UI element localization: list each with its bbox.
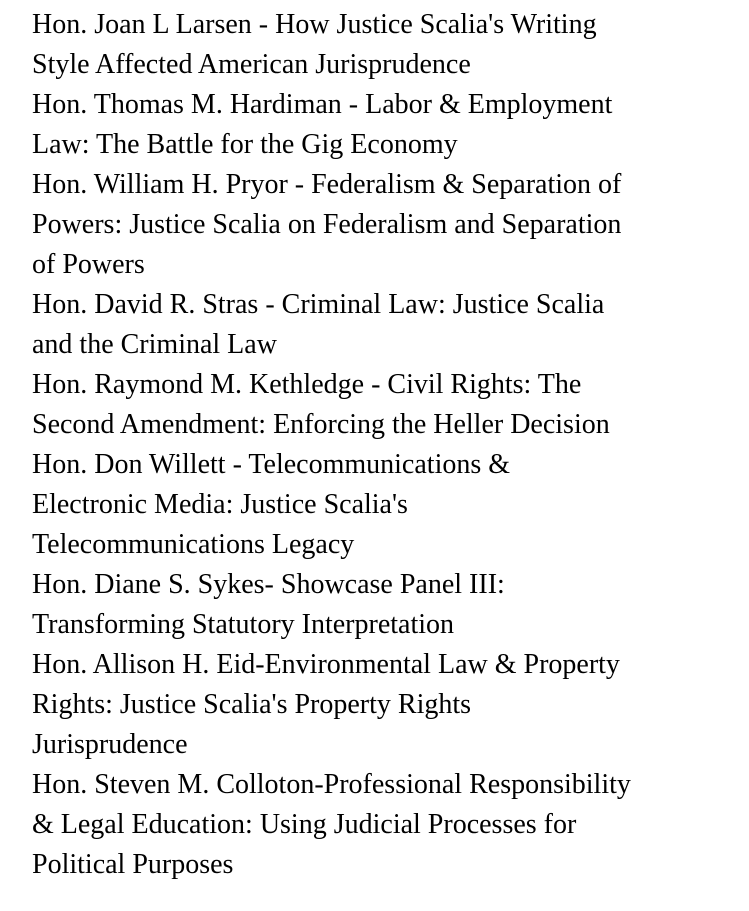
text-line: Hon. David R. Stras - Criminal Law: Justice Scalia [32, 289, 605, 320]
text-line: Transforming Statutory Interpretation [32, 609, 455, 640]
text-line: Hon. Allison H. Eid-Environmental Law & Property [32, 649, 620, 680]
text-line: Telecommunications Legacy [32, 529, 355, 560]
text-line: of Powers [32, 249, 145, 280]
text-line: and the Criminal Law [32, 329, 277, 360]
text-line: & Legal Education: Using Judicial Processes for [32, 809, 577, 840]
text-line: Hon. Steven M. Colloton-Professional Responsibility [32, 769, 631, 800]
text-line: Hon. Don Willett - Telecommunications & [32, 449, 511, 480]
document-text [32, 5, 742, 885]
text-line: Jurisprudence [32, 729, 188, 760]
text-line: Hon. Diane S. Sykes- Showcase Panel III: [32, 569, 505, 600]
text-line: Hon. Thomas M. Hardiman - Labor & Employment [32, 89, 613, 120]
text-line: Hon. Joan L Larsen - How Justice Scalia's Writing [32, 9, 597, 40]
text-line: Political Purposes [32, 849, 234, 880]
text-line: Style Affected American Jurisprudence [32, 49, 471, 80]
text-line: Rights: Justice Scalia's Property Rights [32, 689, 472, 720]
text-line: Second Amendment: Enforcing the Heller Decision [32, 409, 610, 440]
text-line: Law: The Battle for the Gig Economy [32, 129, 458, 160]
text-line: Hon. William H. Pryor - Federalism & Separation of [32, 169, 622, 200]
text-line: Powers: Justice Scalia on Federalism and Separation [32, 209, 622, 240]
text-line: Electronic Media: Justice Scalia's [32, 489, 408, 520]
text-line: Hon. Raymond M. Kethledge - Civil Rights: The [32, 369, 582, 400]
